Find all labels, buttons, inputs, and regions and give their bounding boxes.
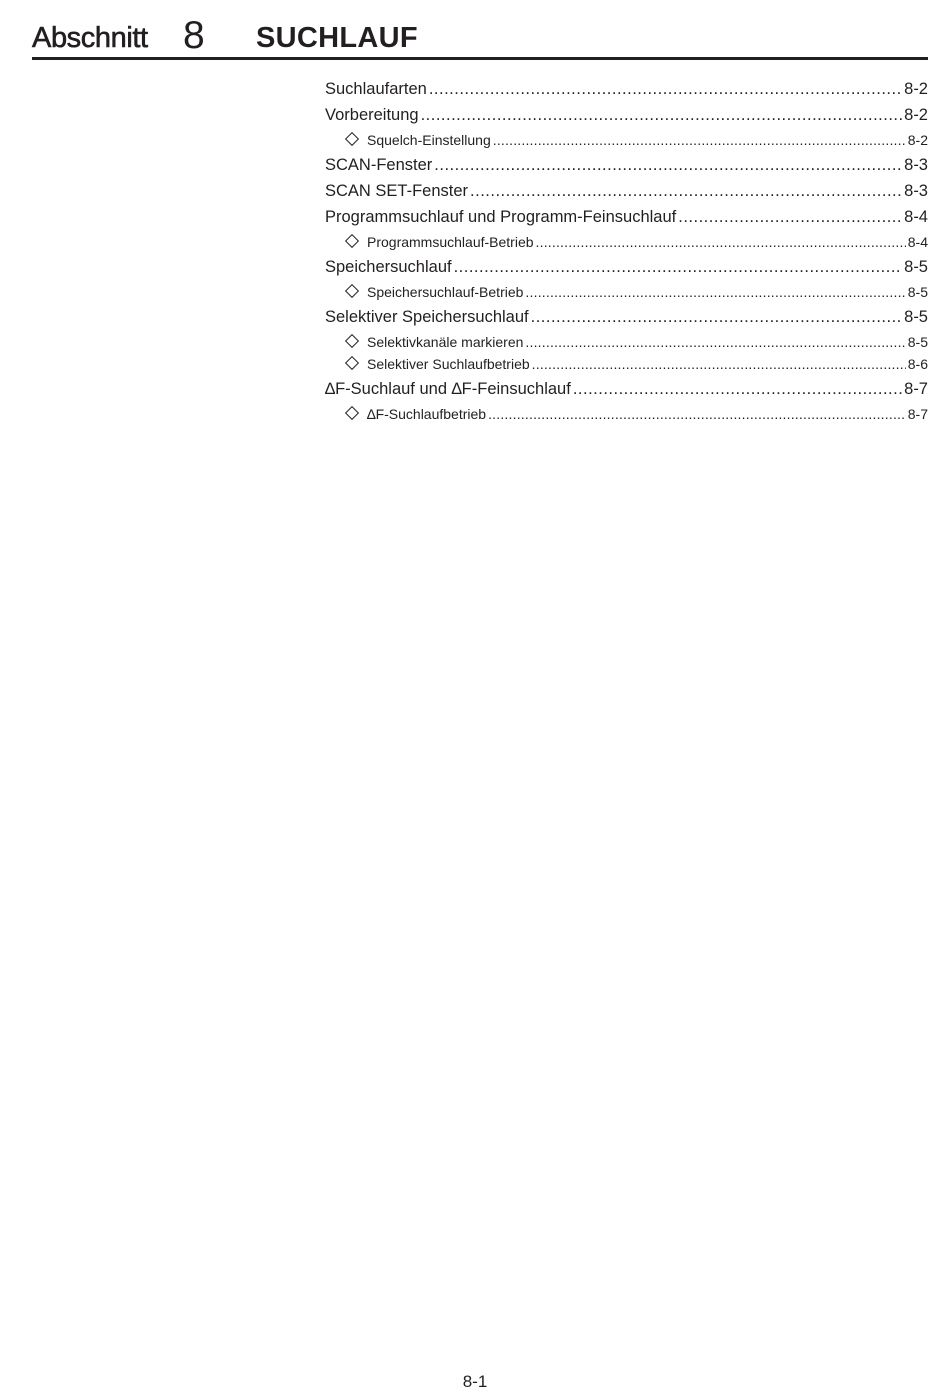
toc-entry[interactable]	[325, 208, 928, 234]
toc-entry-title: SCAN SET-Fenster	[325, 182, 469, 200]
toc-entry-title: Squelch-Einstellung	[367, 132, 491, 148]
toc-entry[interactable]	[325, 156, 928, 182]
toc-entry-page: 8-4	[907, 234, 928, 250]
toc-entry[interactable]	[325, 380, 928, 406]
dot-leader	[454, 258, 903, 277]
table-of-contents	[325, 80, 928, 428]
dot-leader	[488, 406, 906, 422]
toc-subentry[interactable]	[325, 132, 928, 154]
toc-subentry[interactable]	[325, 284, 928, 306]
toc-entry-page: 8-2	[907, 132, 928, 148]
diamond-bullet-icon	[345, 334, 359, 348]
toc-entry-title: Speichersuchlauf	[325, 258, 452, 276]
toc-entry-title: Selektivkanäle markieren	[367, 334, 524, 350]
toc-entry[interactable]	[325, 182, 928, 208]
toc-entry-page: 8-6	[907, 356, 928, 372]
dot-leader	[493, 132, 906, 148]
dot-leader	[421, 106, 903, 125]
toc-entry-page: 8-2	[904, 80, 928, 98]
toc-entry-title: Selektiver Suchlaufbetrieb	[367, 356, 530, 372]
toc-entry-page: 8-5	[904, 308, 928, 326]
header-rule	[32, 57, 928, 60]
section-label: Abschnitt	[32, 22, 148, 54]
section-header	[32, 14, 928, 60]
diamond-bullet-icon	[345, 284, 359, 298]
dot-leader	[429, 80, 902, 99]
diamond-bullet-icon	[345, 406, 359, 420]
diamond-bullet-icon	[345, 234, 359, 248]
toc-entry-page: 8-5	[904, 258, 928, 276]
toc-subentry[interactable]	[325, 406, 928, 428]
toc-entry-page: 8-2	[904, 106, 928, 124]
dot-leader	[573, 380, 902, 399]
toc-entry-page: 8-5	[907, 284, 928, 300]
dot-leader	[678, 208, 902, 227]
toc-entry-title: Programmsuchlauf und Programm-Feinsuchlauf	[325, 208, 677, 226]
dot-leader	[434, 156, 902, 175]
page-number: 8-1	[462, 1372, 488, 1391]
toc-subentry[interactable]	[325, 334, 928, 356]
dot-leader	[470, 182, 902, 201]
toc-entry-page: 8-3	[904, 156, 928, 174]
toc-entry-page: 8-3	[904, 182, 928, 200]
toc-entry-title: Suchlaufarten	[325, 80, 427, 98]
toc-entry[interactable]	[325, 258, 928, 284]
section-title: SUCHLAUF	[256, 22, 418, 54]
toc-entry-title: SCAN-Fenster	[325, 156, 433, 174]
toc-entry-title: Selektiver Speichersuchlauf	[325, 308, 529, 326]
dot-leader	[531, 308, 903, 327]
toc-entry-title: ∆F-Suchlauf und ∆F-Feinsuchlauf	[325, 380, 571, 398]
toc-entry-page: 8-4	[904, 208, 928, 226]
toc-entry-page: 8-7	[907, 406, 928, 422]
section-number: 8	[183, 14, 205, 57]
toc-entry-title: Speichersuchlauf-Betrieb	[367, 284, 524, 300]
toc-entry[interactable]	[325, 80, 928, 106]
diamond-bullet-icon	[345, 356, 359, 370]
dot-leader	[525, 334, 905, 350]
toc-entry[interactable]	[325, 308, 928, 334]
toc-entry-title: Programmsuchlauf-Betrieb	[367, 234, 534, 250]
dot-leader	[532, 356, 906, 372]
toc-entry-page: 8-7	[904, 380, 928, 398]
toc-entry[interactable]	[325, 106, 928, 132]
diamond-bullet-icon	[345, 132, 359, 146]
dot-leader	[525, 284, 905, 300]
toc-entry-title: Vorbereitung	[325, 106, 419, 124]
toc-entry-page: 8-5	[907, 334, 928, 350]
toc-subentry[interactable]	[325, 234, 928, 256]
dot-leader	[536, 234, 906, 250]
toc-entry-title: ∆F-Suchlaufbetrieb	[367, 406, 487, 422]
toc-subentry[interactable]	[325, 356, 928, 378]
